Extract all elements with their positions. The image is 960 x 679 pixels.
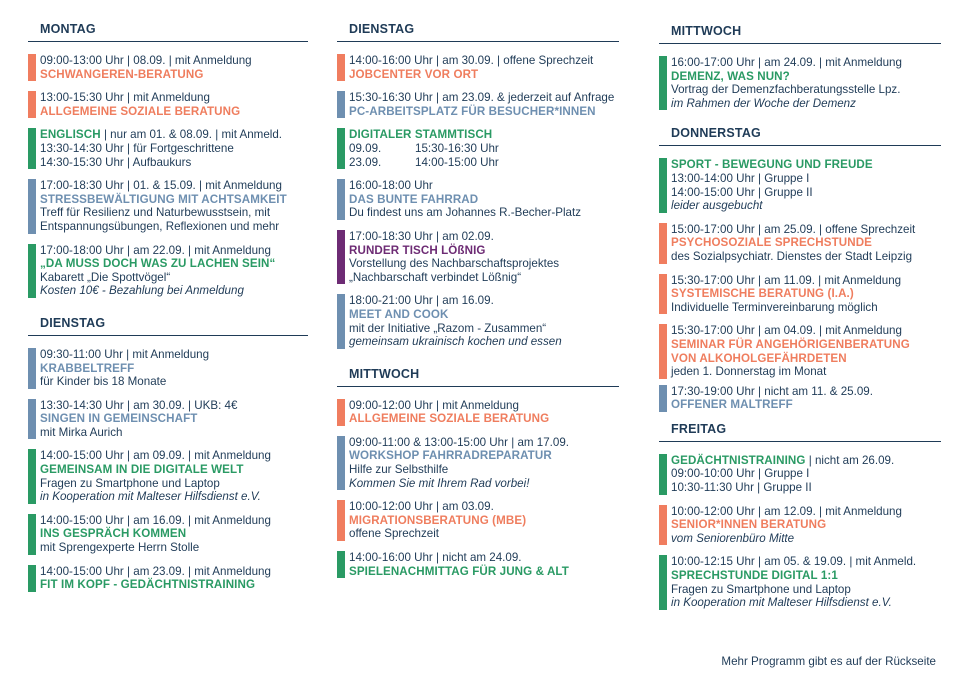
event-title: SINGEN IN GEMEINSCHAFT bbox=[40, 412, 198, 426]
event-title: PC-ARBEITSPLATZ FÜR BESUCHER*INNEN bbox=[349, 104, 596, 118]
color-bar bbox=[337, 128, 345, 169]
event-time: 14:30-15:30 Uhr | Aufbaukurs bbox=[40, 155, 192, 169]
event-time: 10:00-12:15 Uhr | am 05. & 19.09. | mit Anmeld. bbox=[671, 555, 917, 569]
event-note: in Kooperation mit Malteser Hilfsdienst e.V. bbox=[671, 596, 892, 610]
column-right bbox=[659, 0, 941, 616]
event-seminar-angehoerige bbox=[659, 324, 941, 378]
event-title: STRESSBEWÄLTIGUNG MIT ACHTSAMKEIT bbox=[40, 192, 287, 206]
event-title: MEET AND COOK bbox=[349, 307, 449, 321]
event-time: 14:00-15:00 Uhr | am 23.09. | mit Anmeldung bbox=[40, 564, 271, 578]
event-time: 14:00-15:00 Uhr | am 16.09. | mit Anmeldung bbox=[40, 513, 271, 527]
color-bar bbox=[659, 274, 667, 315]
event-title: ALLGEMEINE SOZIALE BERATUNG bbox=[40, 104, 241, 118]
color-bar bbox=[28, 179, 36, 233]
event-title: SYSTEMISCHE BERATUNG (I.A.) bbox=[671, 287, 854, 301]
event-info: | nur am 01. & 08.09. | mit Anmeld. bbox=[100, 128, 283, 142]
event-note: im Rahmen der Woche der Demenz bbox=[671, 96, 856, 110]
event-title: RUNDER TISCH LÖßNIG bbox=[349, 243, 486, 257]
event-info: | nicht am 26.09. bbox=[805, 453, 895, 467]
event-title: DIGITALER STAMMTISCH bbox=[349, 128, 493, 142]
event-time: 17:00-18:30 Uhr | am 02.09. bbox=[349, 229, 494, 243]
event-title: INS GESPRÄCH KOMMEN bbox=[40, 527, 187, 541]
color-bar bbox=[28, 348, 36, 389]
event-time: 13:30-14:30 Uhr | am 30.09. | UKB: 4€ bbox=[40, 398, 238, 412]
event-note: gemeinsam ukrainisch kochen und essen bbox=[349, 335, 562, 349]
event-demenz bbox=[659, 56, 941, 110]
event-title: FIT IM KOPF - GEDÄCHTNISTRAINING bbox=[40, 578, 256, 592]
event-description: Entspannungsübungen, Reflexionen und mehr bbox=[40, 219, 280, 233]
color-bar bbox=[659, 505, 667, 546]
event-time: 14:00-15:00 Uhr bbox=[415, 155, 499, 169]
event-time: 13:30-14:30 Uhr | für Fortgeschrittene bbox=[40, 141, 234, 155]
event-title: KRABBELTREFF bbox=[40, 361, 135, 375]
event-workshop-fahrrad bbox=[337, 436, 619, 490]
section-heading-donnerstag: DONNERSTAG bbox=[659, 126, 941, 146]
color-bar bbox=[659, 555, 667, 609]
event-time: 17:30-19:00 Uhr | nicht am 11. & 25.09. bbox=[671, 384, 873, 398]
column-left bbox=[28, 0, 308, 598]
color-bar bbox=[337, 179, 345, 220]
column-middle bbox=[337, 0, 619, 584]
event-time: 09:30-11:00 Uhr | mit Anmeldung bbox=[40, 347, 210, 361]
event-title: VON ALKOHOLGEFÄHRDETEN bbox=[671, 351, 847, 365]
event-title: DEMENZ, WAS NUN? bbox=[671, 69, 790, 83]
event-description: Kabarett „Die Spottvögel“ bbox=[40, 270, 171, 284]
event-allgemeine-soziale-beratung bbox=[28, 91, 308, 118]
event-schwangeren-beratung bbox=[28, 54, 308, 81]
section-heading-freitag: FREITAG bbox=[659, 422, 941, 442]
event-kabarett bbox=[28, 244, 308, 298]
color-bar bbox=[28, 514, 36, 555]
event-title: MIGRATIONSBERATUNG (MBE) bbox=[349, 513, 527, 527]
event-time: 09:00-12:00 Uhr | mit Anmeldung bbox=[349, 398, 519, 412]
color-bar bbox=[337, 436, 345, 490]
event-time: 15:30-17:00 Uhr | am 04.09. | mit Anmeldung bbox=[671, 324, 902, 338]
color-bar bbox=[28, 449, 36, 503]
event-spielenachmittag bbox=[337, 551, 619, 578]
color-bar bbox=[337, 551, 345, 578]
footer-note: Mehr Programm gibt es auf der Rückseite bbox=[721, 655, 936, 668]
event-time: 18:00-21:00 Uhr | am 16.09. bbox=[349, 294, 494, 308]
event-description: Fragen zu Smartphone und Laptop bbox=[40, 476, 220, 490]
event-date: 23.09. bbox=[349, 155, 382, 169]
event-time: 15:00-17:00 Uhr | am 25.09. | offene Sprechzeit bbox=[671, 222, 916, 236]
event-time: 10:00-12:00 Uhr | am 03.09. bbox=[349, 500, 494, 514]
event-time: 14:00-16:00 Uhr | nicht am 24.09. bbox=[349, 551, 522, 565]
section-heading-dienstag: DIENSTAG bbox=[28, 316, 308, 336]
event-allgemeine-soziale-beratung-mi bbox=[337, 399, 619, 426]
event-note: leider ausgebucht bbox=[671, 199, 763, 213]
event-time: 13:00-15:30 Uhr | mit Anmeldung bbox=[40, 91, 210, 105]
color-bar bbox=[659, 324, 667, 378]
color-bar bbox=[28, 399, 36, 440]
event-title: GEMEINSAM IN DIE DIGITALE WELT bbox=[40, 463, 244, 477]
event-description: „Nachbarschaft verbindet Lößnig“ bbox=[349, 270, 522, 284]
event-description: Vortrag der Demenzfachberatungsstelle Lpz. bbox=[671, 83, 901, 97]
event-singen bbox=[28, 399, 308, 440]
event-title: GEDÄCHTNISTRAINING bbox=[671, 453, 806, 467]
event-note: in Kooperation mit Malteser Hilfsdienst e.V. bbox=[40, 490, 261, 504]
event-digitaler-stammtisch bbox=[337, 128, 619, 169]
event-time: 17:00-18:00 Uhr | am 22.09. | mit Anmeldung bbox=[40, 243, 271, 257]
event-time: 15:30-17:00 Uhr | am 11.09. | mit Anmeldung bbox=[671, 273, 902, 287]
event-note: Kommen Sie mit Ihrem Rad vorbei! bbox=[349, 476, 530, 490]
event-pc-arbeitsplatz bbox=[337, 91, 619, 118]
event-time: 14:00-15:00 Uhr | Gruppe II bbox=[671, 185, 813, 199]
event-sport bbox=[659, 158, 941, 212]
event-title: DAS BUNTE FAHRRAD bbox=[349, 192, 479, 206]
event-digitale-welt bbox=[28, 449, 308, 503]
section-heading-montag: MONTAG bbox=[28, 22, 308, 42]
color-bar bbox=[28, 54, 36, 81]
event-fit-im-kopf bbox=[28, 565, 308, 592]
event-time: 13:00-14:00 Uhr | Gruppe I bbox=[671, 171, 810, 185]
section-heading-mittwoch: MITTWOCH bbox=[337, 367, 619, 387]
event-title: SPORT - BEWEGUNG UND FREUDE bbox=[671, 158, 873, 172]
event-title: ENGLISCH bbox=[40, 128, 101, 142]
event-title: ALLGEMEINE SOZIALE BERATUNG bbox=[349, 412, 550, 426]
color-bar bbox=[28, 91, 36, 118]
color-bar bbox=[28, 565, 36, 592]
event-title: „DA MUSS DOCH WAS ZU LACHEN SEIN“ bbox=[40, 257, 276, 271]
event-title: SPIELENACHMITTAG FÜR JUNG & ALT bbox=[349, 564, 569, 578]
event-description: Vorstellung des Nachbarschaftsprojektes bbox=[349, 257, 560, 271]
event-runder-tisch bbox=[337, 230, 619, 284]
event-time: 17:00-18:30 Uhr | 01. & 15.09. | mit Anmeldung bbox=[40, 179, 282, 193]
event-description: jeden 1. Donnerstag im Monat bbox=[671, 365, 827, 379]
color-bar bbox=[659, 454, 667, 495]
event-stressbewaeltigung bbox=[28, 179, 308, 233]
color-bar bbox=[28, 128, 36, 169]
event-time: 16:00-18:00 Uhr bbox=[349, 179, 433, 193]
event-time: 09:00-10:00 Uhr | Gruppe I bbox=[671, 467, 810, 481]
event-time: 10:30-11:30 Uhr | Gruppe II bbox=[671, 481, 812, 495]
event-gedaechtnistraining bbox=[659, 454, 941, 495]
event-sprechstunde-digital bbox=[659, 555, 941, 609]
event-description: Du findest uns am Johannes R.-Becher-Platz bbox=[349, 206, 581, 220]
event-title: SPRECHSTUNDE DIGITAL 1:1 bbox=[671, 569, 838, 583]
color-bar bbox=[659, 56, 667, 110]
event-title: WORKSHOP FAHRRADREPARATUR bbox=[349, 449, 552, 463]
color-bar bbox=[337, 294, 345, 348]
event-description: offene Sprechzeit bbox=[349, 527, 440, 541]
event-krabbeltreff bbox=[28, 348, 308, 389]
color-bar bbox=[337, 230, 345, 284]
event-senioren-beratung bbox=[659, 505, 941, 546]
section-heading-dienstag: DIENSTAG bbox=[337, 22, 619, 42]
event-ins-gespraech bbox=[28, 514, 308, 555]
event-description: Individuelle Terminvereinbarung möglich bbox=[671, 300, 878, 314]
event-migrationsberatung bbox=[337, 500, 619, 541]
event-description: mit der Initiative „Razom - Zusammen“ bbox=[349, 321, 547, 335]
color-bar bbox=[337, 54, 345, 81]
event-title: SENIOR*INNEN BERATUNG bbox=[671, 518, 827, 532]
event-title: PSYCHOSOZIALE SPRECHSTUNDE bbox=[671, 236, 873, 250]
event-offener-maltreff bbox=[659, 385, 941, 412]
event-description: mit Sprengexperte Herrn Stolle bbox=[40, 541, 200, 555]
event-time: 15:30-16:30 Uhr | am 23.09. & jederzeit auf Anfrage bbox=[349, 91, 615, 105]
color-bar bbox=[337, 91, 345, 118]
color-bar bbox=[659, 223, 667, 264]
event-systemische-beratung bbox=[659, 274, 941, 315]
event-description: mit Mirka Aurich bbox=[40, 425, 123, 439]
event-time: 14:00-16:00 Uhr | am 30.09. | offene Sprechzeit bbox=[349, 54, 594, 67]
color-bar bbox=[337, 500, 345, 541]
event-buntes-fahrrad bbox=[337, 179, 619, 220]
event-jobcenter bbox=[337, 54, 619, 81]
color-bar bbox=[28, 244, 36, 298]
event-description: Fragen zu Smartphone und Laptop bbox=[671, 582, 851, 596]
event-note: vom Seniorenbüro Mitte bbox=[671, 531, 795, 545]
color-bar bbox=[659, 158, 667, 212]
color-bar bbox=[337, 399, 345, 426]
event-title: JOBCENTER VOR ORT bbox=[349, 67, 479, 81]
event-description: Hilfe zur Selbsthilfe bbox=[349, 463, 449, 477]
event-englisch bbox=[28, 128, 308, 169]
event-description: für Kinder bis 18 Monate bbox=[40, 375, 167, 389]
color-bar bbox=[659, 385, 667, 412]
event-time: 09:00-13:00 Uhr | 08.09. | mit Anmeldung bbox=[40, 54, 252, 67]
event-meet-and-cook bbox=[337, 294, 619, 348]
event-time: 09:00-11:00 & 13:00-15:00 Uhr | am 17.09. bbox=[349, 435, 570, 449]
section-heading-mittwoch: MITTWOCH bbox=[659, 24, 941, 44]
event-time: 10:00-12:00 Uhr | am 12.09. | mit Anmeldung bbox=[671, 504, 902, 518]
event-psychosoziale-sprechstunde bbox=[659, 223, 941, 264]
event-title: SEMINAR FÜR ANGEHÖRIGENBERATUNG bbox=[671, 337, 910, 351]
event-title: OFFENER MALTREFF bbox=[671, 398, 793, 412]
event-date: 09.09. bbox=[349, 141, 382, 155]
event-time: 16:00-17:00 Uhr | am 24.09. | mit Anmeldung bbox=[671, 56, 902, 69]
event-time: 14:00-15:00 Uhr | am 09.09. | mit Anmeldung bbox=[40, 449, 271, 463]
event-description: Treff für Resilienz und Naturbewusstsein, mit bbox=[40, 206, 271, 220]
event-time: 15:30-16:30 Uhr bbox=[415, 141, 499, 155]
event-description: des Sozialpsychiatr. Dienstes der Stadt Leipzig bbox=[671, 249, 913, 263]
event-note: Kosten 10€ - Bezahlung bei Anmeldung bbox=[40, 284, 244, 298]
event-title: SCHWANGEREN-BERATUNG bbox=[40, 67, 204, 81]
